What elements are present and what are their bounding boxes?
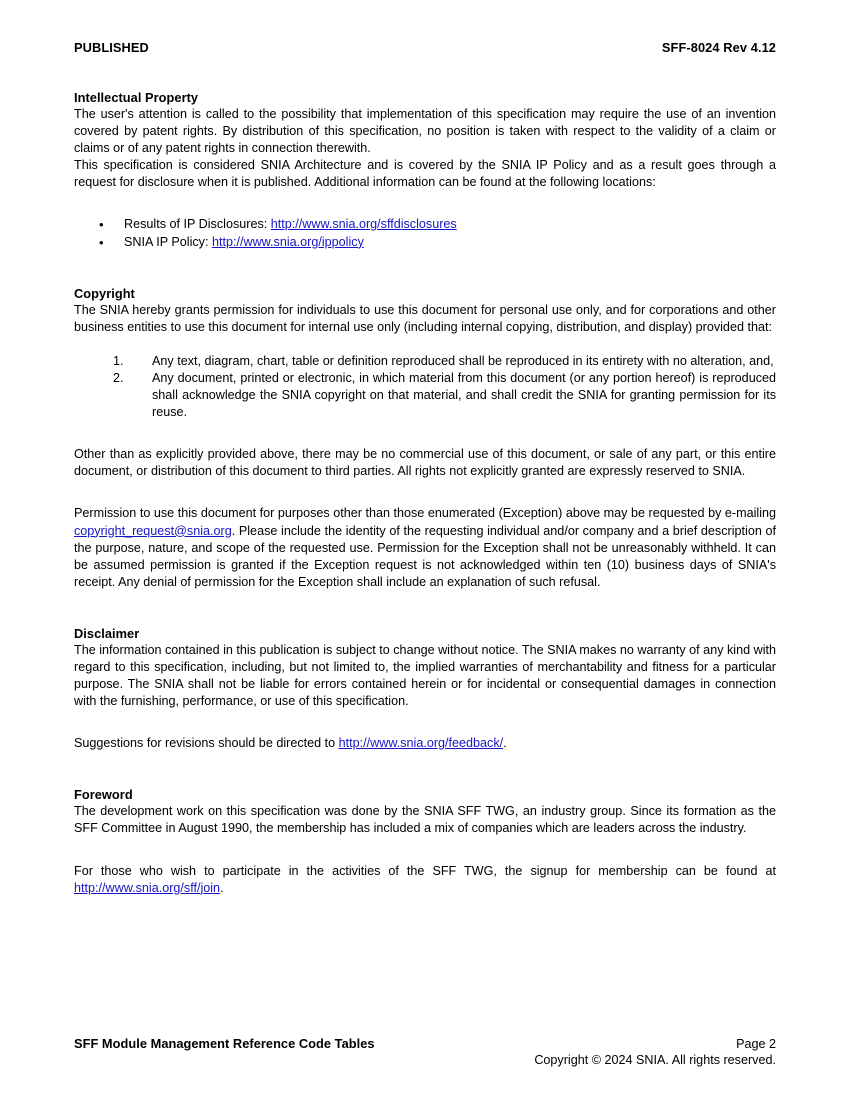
paragraph-copyright-1: The SNIA hereby grants permission for individuals to use this document for personal use only, and for corporations and other business entities to use this document for internal use only (including internal copying, distribution, and display) provided that: (74, 302, 776, 334)
document-body (74, 89, 776, 897)
heading-intellectual-property: Intellectual Property (74, 90, 199, 105)
spacer (74, 838, 776, 863)
ip-links-list (74, 216, 776, 250)
bullet-label: SNIA IP Policy: (124, 234, 212, 249)
list-item-text: Any text, diagram, chart, table or definition reproduced shall be reproduced in its entirety with no alteration, and, (152, 353, 774, 368)
list-item (74, 234, 776, 251)
paragraph-ip-2: This specification is considered SNIA Architecture and is covered by the SNIA IP Policy and as a result goes through a request for disclosure when it is published. Additional information can be found at the following locations: (74, 158, 776, 190)
spacer (74, 752, 776, 786)
spacer (74, 336, 776, 353)
list-number: 1. (113, 353, 124, 368)
list-item (74, 353, 776, 370)
header-status-label: PUBLISHED (74, 40, 149, 55)
paragraph-foreword-2-text-before: For those who wish to participate in the activities of the SFF TWG, the signup for membership can be found at (74, 863, 776, 878)
paragraph-disclaimer-2 (74, 735, 776, 752)
paragraph-disclaimer-1: The information contained in this publication is subject to change without notice. The SNIA makes no warranty of any kind with regard to this specification, including, but not limited to, the implied warranties of merchantability and fitness for a particular purpose. The SNIA shall not be liable for errors contained herein or for incidental or consequential damages in connection with the furnishing, performance, or use of this specification. (74, 642, 776, 709)
spacer (74, 251, 776, 285)
paragraph-foreword-1: The development work on this specification was done by the SNIA SFF TWG, an industry group. Since its formation as the SFF Committee in August 1990, the membership has included a mix of companies which are leaders across the industry. (74, 804, 776, 836)
bullet-icon: • (99, 234, 104, 250)
paragraph-disclaimer-2-text-after: . (503, 736, 507, 751)
bullet-icon: • (99, 217, 104, 233)
paragraph-foreword-2 (74, 863, 776, 897)
heading-copyright: Copyright (74, 285, 135, 301)
heading-foreword: Foreword (74, 787, 133, 803)
paragraph-copyright-3 (74, 505, 776, 590)
paragraph-copyright-2: Other than as explicitly provided above, there may be no commercial use of this document, or sale of any part, or this entire document, or distribution of this document to third parties. All rights not explicitly granted are expressly reserved to SNIA. (74, 447, 776, 479)
footer-page-number: Page 2 (736, 1037, 776, 1051)
paragraph-foreword-2-text-after: . (220, 880, 224, 895)
paragraph-copyright-3-text-before: Permission to use this document for purposes other than those enumerated (Exception) above may be requested by e-mailing (74, 506, 776, 521)
list-item (74, 216, 776, 233)
link-ip-policy[interactable]: http://www.snia.org/ippolicy (211, 234, 364, 249)
paragraph-copyright-3-text-after: . Please include the identity of the requesting individual and/or company and a brief description of the purpose, nature, and scope of the requested use. Permission for the Exception shall not be unreasonably withheld. It can be assumed permission is granted if the Exception request is not acknowledged within ten (10) business days of SNIA's receipt. Any denial of permission for the Exception shall include an explanation of such refusal. (74, 523, 776, 589)
link-sff-join[interactable]: http://www.snia.org/sff/join (74, 880, 221, 895)
spacer (74, 591, 776, 625)
paragraph-ip-1: The user's attention is called to the possibility that implementation of this specification may require the use of an invention covered by patent rights. By distribution of this specification, no position is taken with respect to the validity of a claim or claims or of any patent rights in connection therewith. (74, 107, 776, 156)
spacer (74, 710, 776, 735)
spacer (74, 421, 776, 446)
bullet-label: Results of IP Disclosures: (124, 217, 271, 232)
list-item (74, 370, 776, 421)
spacer (74, 480, 776, 505)
footer-document-title: SFF Module Management Reference Code Tables (74, 1036, 375, 1051)
link-ip-disclosures[interactable]: http://www.snia.org/sffdisclosures (270, 217, 457, 232)
footer-top-row (74, 1036, 776, 1051)
link-copyright-request-email[interactable]: copyright_request@snia.org (74, 523, 232, 538)
list-item-text: Any document, printed or electronic, in which material from this document (or any portion hereof) is reproduced shall acknowledge the SNIA copyright on that material, and shall credit the SNIA for granting permission for its reuse. (152, 370, 776, 420)
spacer (74, 191, 776, 216)
link-feedback[interactable]: http://www.snia.org/feedback/ (338, 736, 504, 751)
paragraph-disclaimer-2-text-before: Suggestions for revisions should be directed to (74, 736, 339, 751)
copyright-conditions-list (74, 353, 776, 421)
page-header (74, 40, 776, 55)
page-footer (74, 1036, 776, 1069)
heading-disclaimer: Disclaimer (74, 625, 140, 641)
footer-copyright-notice: Copyright © 2024 SNIA. All rights reserved. (534, 1053, 776, 1067)
header-document-id: SFF-8024 Rev 4.12 (661, 40, 776, 55)
list-number: 2. (113, 370, 124, 385)
